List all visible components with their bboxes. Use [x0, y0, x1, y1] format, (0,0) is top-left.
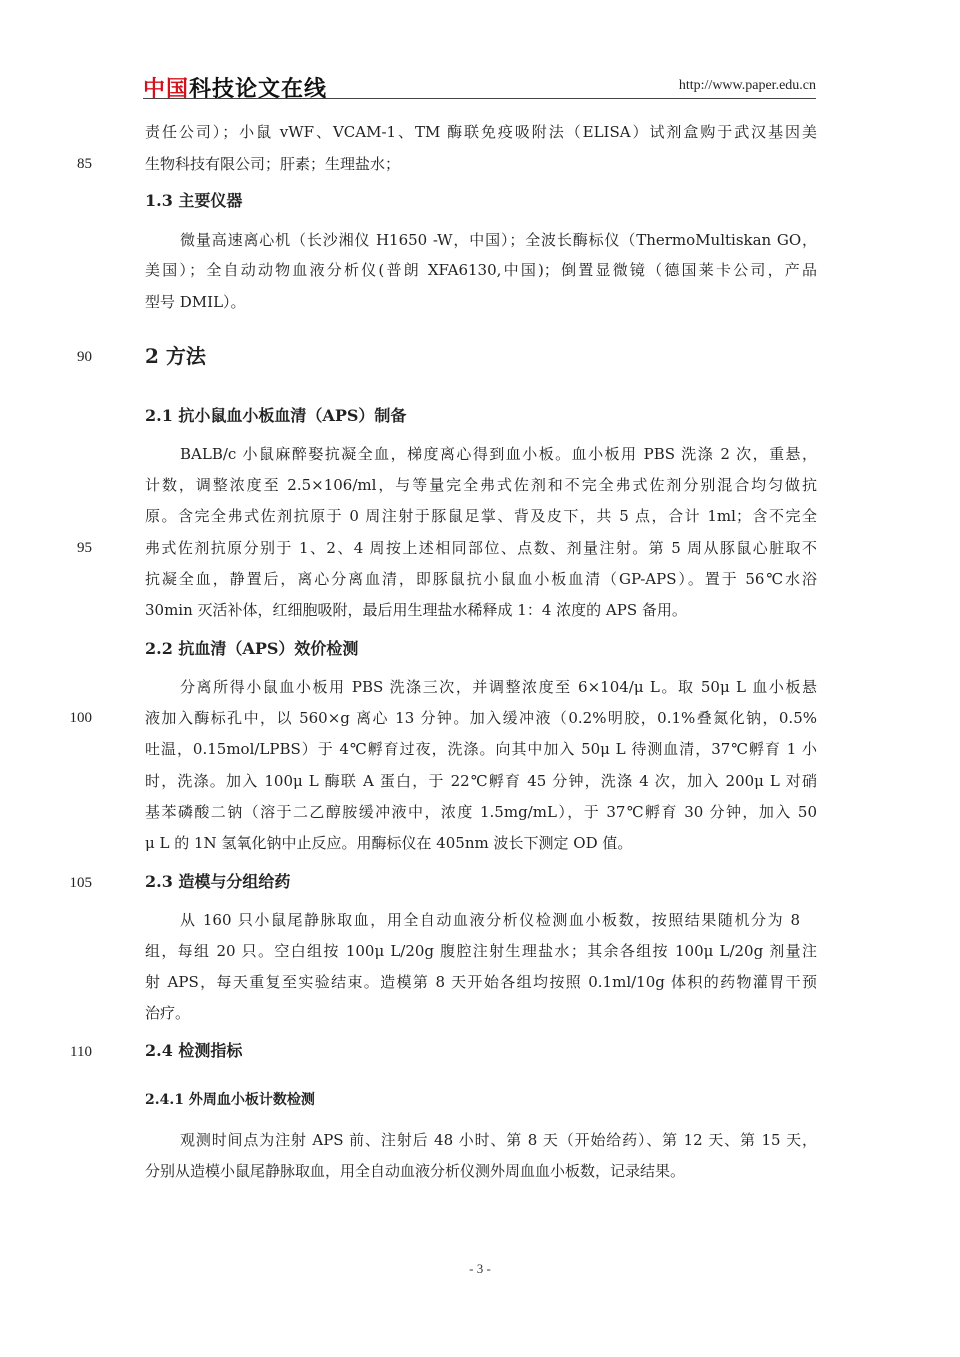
body-line: 基苯磷酸二钠（溶于二乙醇胺缓冲液中，浓度 1.5mg/mL），于 37℃孵育 30 分钟，加入 50 [145, 803, 817, 821]
body-line: BALB/c 小鼠麻醉娶抗凝全血，梯度离心得到血小板。血小板用 PBS 洗涤 2 次，重悬， [180, 445, 817, 463]
body-line: 原。含完全弗式佐剂抗原于 0 周注射于豚鼠足掌、背及皮下，共 5 点，合计 1ml；含不完全 [145, 507, 817, 525]
header-rule [143, 98, 816, 99]
body-line: 微量高速离心机（长沙湘仪 H1650 -W，中国）；全波长酶标仪（ThermoMultiskan GO， [180, 231, 817, 249]
body-line: 30min 灭活补体，红细胞吸附，最后用生理盐水稀释成 1：4 浓度的 APS 备用。 [145, 601, 687, 619]
line-number: 90 [77, 349, 92, 365]
line-number: 110 [70, 1044, 92, 1060]
page-number: - 3 - [469, 1261, 491, 1276]
body-line: 从 160 只小鼠尾静脉取血，用全自动血液分析仪检测血小板数，按照结果随机分为 8 [180, 911, 800, 929]
line-number: 95 [77, 540, 92, 556]
body-line: 计数，调整浓度至 2.5×106/ml，与等量完全弗式佐剂和不完全弗式佐剂分别混合均匀做抗 [145, 476, 817, 494]
page-header [143, 70, 816, 100]
body-line: 型号 DMIL）。 [145, 293, 246, 311]
section-heading-2-2: 2.2 抗血清（APS）效价检测 [145, 639, 359, 658]
section-heading-2-3: 2.3 造模与分组给药 [145, 872, 291, 891]
subsection-heading-2-4-1: 2.4.1 外周血小板计数检测 [145, 1092, 315, 1108]
body-line: 生物科技有限公司；肝素；生理盐水； [145, 155, 401, 173]
body-line: 液加入酶标孔中，以 560×g 离心 13 分钟。加入缓冲液（0.2%明胶，0.1%叠氮化钠，0.5% [145, 709, 817, 727]
body-line: 观测时间点为注射 APS 前、注射后 48 小时、第 8 天（开始给药）、第 12 天、第 15 天， [180, 1131, 817, 1149]
header-url[interactable]: http://www.paper.edu.cn [678, 78, 816, 93]
site-logo: 中国科技论文在线 [143, 77, 328, 102]
body-line: 美国）；全自动动物血液分析仪(普朗 XFA6130,中国)；倒置显微镜（德国莱卡公司，产品 [145, 261, 817, 279]
section-heading-2-1: 2.1 抗小鼠血小板血清（APS）制备 [145, 406, 407, 425]
section-heading-1-3: 1.3 主要仪器 [145, 191, 243, 210]
line-number: 105 [69, 875, 92, 891]
body-line: 弗式佐剂抗原分别于 1、2、4 周按上述相同部位、点数、剂量注射。第 5 周从豚鼠心脏取不 [145, 539, 817, 557]
body-line: 射 APS，每天重复至实验结束。造模第 8 天开始各组均按照 0.1ml/10g 体积的药物灌胃干预 [145, 973, 817, 991]
line-number: 85 [77, 156, 92, 172]
body-line: 分离所得小鼠血小板用 PBS 洗涤三次，并调整浓度至 6×104/μ L。取 50μ L 血小板悬 [180, 678, 817, 696]
body-line: 时，洗涤。加入 100μ L 酶联 A 蛋白，于 22℃孵育 45 分钟，洗涤 4 次，加入 200μ L 对硝 [145, 772, 817, 790]
body-line: 分别从造模小鼠尾静脉取血，用全自动血液分析仪测外周血血小板数，记录结果。 [145, 1162, 686, 1180]
section-heading-2-4: 2.4 检测指标 [145, 1041, 243, 1060]
body-line: 责任公司）；小鼠 vWF、VCAM-1、TM 酶联免疫吸附法（ELISA）试剂盒购于武汉基因美 [145, 123, 817, 141]
body-line: 吐温，0.15mol/LPBS）于 4℃孵育过夜，洗涤。向其中加入 50μ L 待测血清，37℃孵育 1 小 [145, 740, 817, 758]
body-line: 抗凝全血，静置后，离心分离血清，即豚鼠抗小鼠血小板血清（GP-APS）。置于 56℃水浴 [145, 570, 817, 588]
body-line: 组，每组 20 只。空白组按 100μ L/20g 腹腔注射生理盐水；其余各组按 100μ L/20g 剂量注 [145, 942, 817, 960]
body-line: μ L 的 1N 氢氧化钠中止反应。用酶标仪在 405nm 波长下测定 OD 值。 [145, 834, 633, 852]
section-heading-2: 2 方法 [145, 344, 206, 368]
line-number: 100 [69, 710, 92, 726]
body-line: 治疗。 [145, 1004, 191, 1022]
